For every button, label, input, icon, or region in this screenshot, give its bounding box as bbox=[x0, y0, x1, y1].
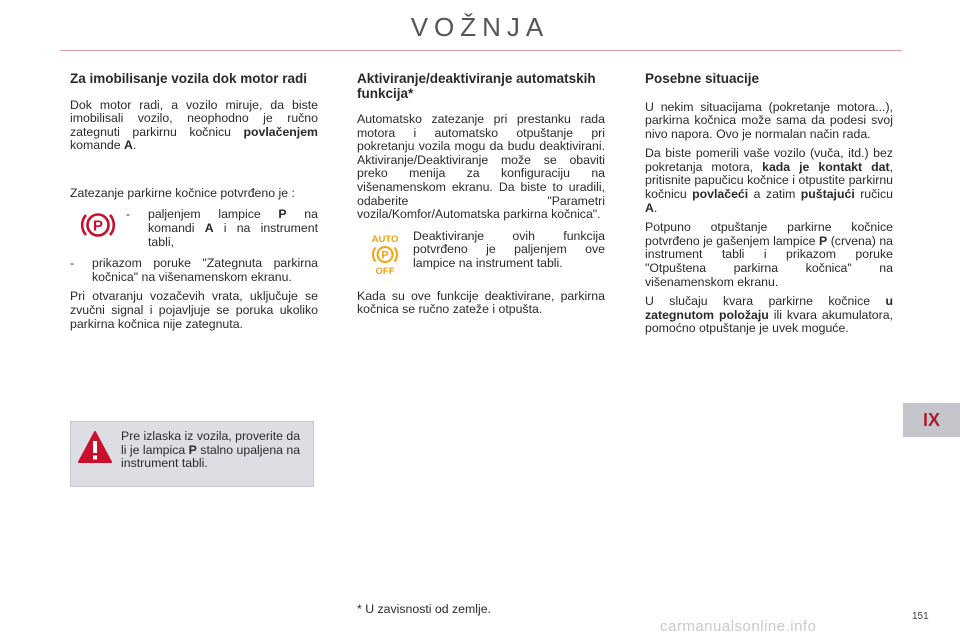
paragraph-release bbox=[645, 221, 893, 289]
section-heading-immobilising: Za imobilisanje vozila dok motor radi bbox=[70, 71, 308, 86]
bold-text: kada je kontakt dat bbox=[762, 159, 890, 174]
text-span: . bbox=[132, 138, 137, 153]
list-item-lamp bbox=[70, 208, 318, 249]
auto-icon-bottom-label: OFF bbox=[375, 265, 395, 276]
bold-text: puštajući bbox=[800, 187, 855, 202]
text-span: na komandi bbox=[148, 207, 318, 236]
paragraph-effort: U nekim situacijama (pokretanje motora...), parkirna kočnica može sama da podesi svoj nivo napora. Ovo je normalan način rada. bbox=[645, 99, 893, 141]
column-special-situations bbox=[645, 72, 893, 342]
parking-brake-warning-icon bbox=[70, 208, 126, 240]
text-span: . bbox=[653, 200, 658, 215]
column-immobilising bbox=[70, 72, 318, 337]
bold-text: povlačenjem bbox=[243, 124, 318, 139]
list-dash: - bbox=[70, 256, 75, 271]
paragraph-door-open: Pri otvaranju vozačevih vrata, uključuje se zvučni signal i pojavljuje se poruka ukoliko parkirna kočnica nije zategnuta. bbox=[70, 289, 318, 331]
text-span: U slučaju kvara parkirne kočnice bbox=[645, 294, 886, 309]
bold-text: P bbox=[819, 233, 828, 248]
list-item-message bbox=[70, 257, 318, 284]
watermark: carmanualsonline.info bbox=[660, 618, 817, 635]
auto-icon-mid-label: P bbox=[381, 249, 389, 262]
exclamation-warning-icon bbox=[71, 422, 119, 464]
text-span: stalno upaljena na instrument tabli. bbox=[121, 442, 301, 471]
text-span: Potpuno otpuštanje parkirne kočnice potvrđeno je gašenjem lampice bbox=[645, 220, 893, 248]
svg-text:P: P bbox=[92, 217, 104, 235]
list-dash: - bbox=[126, 207, 131, 222]
text-span: i na instrument tabli, bbox=[148, 221, 318, 249]
list-text bbox=[148, 208, 318, 249]
paragraph-confirmation: Zatezanje parkirne kočnice potvrđeno je : bbox=[70, 185, 295, 200]
list-text: prikazom poruke "Zategnuta parkirna kočnica" na višenamenskom ekranu. bbox=[92, 256, 318, 284]
paragraph-auto: Automatsko zatezanje pri prestanku rada motora i automatsko otpuštanje pri pokretanju vozila mogu da budu deaktivirani. Aktiviranje/Deaktiviranje može se obaviti preko menija za konfiguraciju na višenamenskom ekranu. Da biste to uradili, odaberite "Parametri vozila/Komfor/Automatska parkirna kočnica". bbox=[357, 112, 605, 222]
section-heading-special: Posebne situacije bbox=[645, 71, 760, 86]
auto-off-text: Deaktiviranje ovih funkcija potvrđeno je paljenjem ove lampice na instrument tabli. bbox=[413, 228, 605, 270]
text-span: ručicu bbox=[854, 187, 893, 202]
chapter-tab: IX bbox=[903, 403, 960, 437]
auto-icon-top-label: AUTO bbox=[371, 233, 399, 245]
auto-off-lamp-row bbox=[357, 230, 605, 276]
text-span: Pre izlaska iz vozila, proverite da li je lampica bbox=[121, 429, 301, 457]
header-divider bbox=[60, 50, 902, 51]
bold-text: P bbox=[188, 442, 197, 457]
text-span: ili kvara akumulatora, pomoćno otpuštanje je uvek moguće. bbox=[645, 307, 893, 336]
warning-text bbox=[119, 422, 313, 471]
warning-box bbox=[70, 421, 314, 487]
text-span: Dok motor radi, a vozilo miruje, da biste imobilisali vozilo, neophodno je ručno zategnuti parkirnu kočnicu bbox=[70, 97, 318, 139]
bold-text: A bbox=[204, 221, 214, 236]
bold-text: A bbox=[645, 200, 654, 215]
paragraph-failure bbox=[645, 295, 893, 336]
spacer bbox=[70, 159, 318, 187]
bold-text: povlačeći bbox=[692, 187, 749, 202]
text-span: (crvena) na instrument tabli i prikazom poruke "Otpuštena parkirna kočnica" na višenamenskom ekranu. bbox=[645, 233, 893, 289]
page-title: VOŽNJA bbox=[410, 12, 550, 42]
text-span: , pritisnite papučicu kočnice i otpustite parkirnu kočnicu bbox=[645, 159, 893, 202]
paragraph-manual: Kada su ove funkcije deaktivirane, parkirna kočnica se ručno zateže i otpušta. bbox=[357, 288, 605, 317]
text-span: komande bbox=[70, 138, 125, 153]
auto-parking-off-icon bbox=[357, 230, 413, 276]
bold-text: P bbox=[278, 207, 287, 222]
footnote: * U zavisnosti od zemlje. bbox=[357, 602, 491, 616]
paragraph-towing bbox=[645, 147, 893, 215]
text-span: Da biste pomerili vaše vozilo (vuča, itd.) bez pokretanja motora, bbox=[645, 146, 893, 174]
text-span: a zatim bbox=[748, 187, 801, 202]
paragraph-immobilise bbox=[70, 99, 318, 153]
column-auto-functions bbox=[357, 72, 605, 323]
section-heading-auto: Aktiviranje/deaktiviranje automatskih funkcija* bbox=[357, 71, 596, 101]
page-number: 151 bbox=[912, 611, 929, 622]
bold-text: u zategnutom položaju bbox=[645, 294, 893, 322]
bold-text: A bbox=[124, 138, 133, 153]
text-span: paljenjem lampice bbox=[148, 207, 279, 222]
